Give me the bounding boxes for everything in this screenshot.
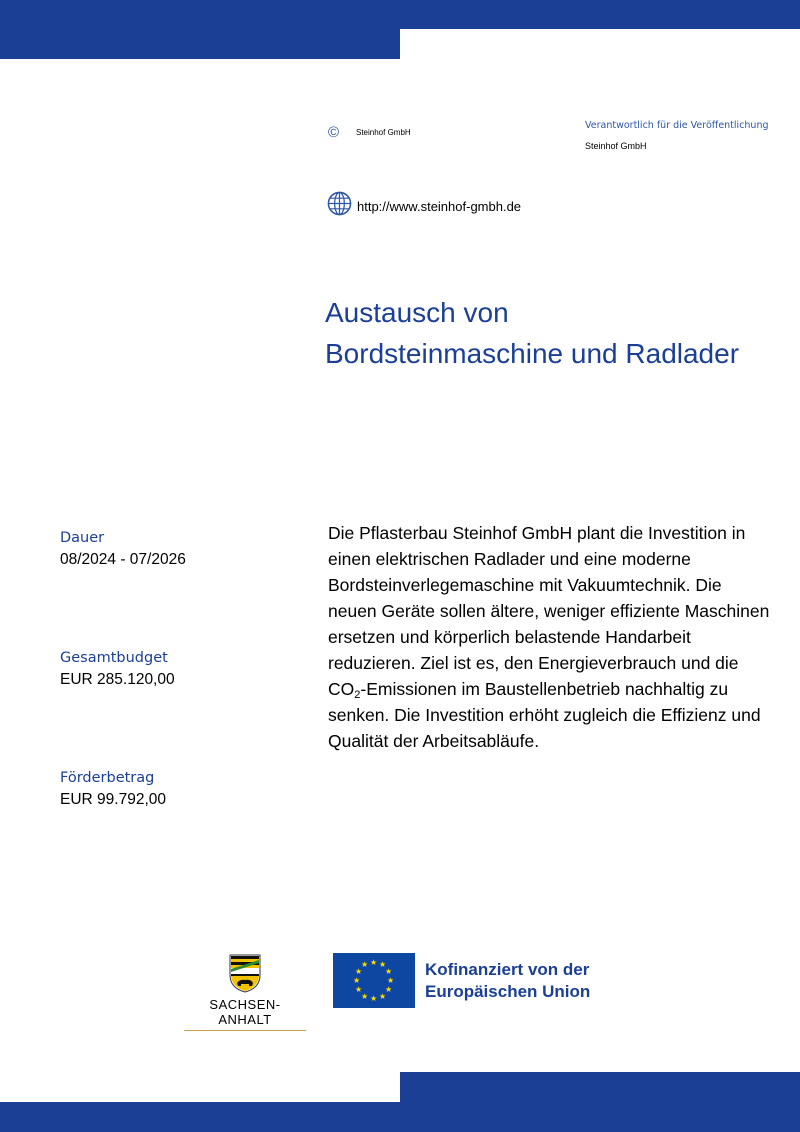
project-title: Austausch von Bordsteinmaschine und Radlader	[325, 297, 740, 369]
responsible-label: Verantwortlich für die Veröffentlichung	[585, 120, 769, 131]
fact-total-budget	[60, 650, 175, 689]
description-text-b: -Emissionen im Baustellenbetrieb nachhaltig zu senken. Die Investition erhöht zugleich die Effizienz und Qualität der Arbeitsabläufe.	[328, 679, 761, 751]
eu-text-line2: Europäischen Union	[425, 981, 591, 1001]
eu-flag-icon: ★ ★ ★ ★ ★ ★ ★ ★ ★ ★ ★ ★	[333, 953, 415, 1008]
responsible-block	[585, 120, 769, 151]
fact-value: EUR 285.120,00	[60, 671, 175, 688]
bottom-band-step	[400, 1072, 800, 1102]
bottom-band	[0, 1102, 800, 1132]
copyright-icon: ©	[328, 124, 340, 141]
sachsen-anhalt-logo	[184, 953, 306, 1031]
fact-value: EUR 99.792,00	[60, 791, 166, 808]
sachsen-anhalt-coat-of-arms	[228, 953, 262, 993]
project-description	[328, 520, 773, 754]
website-line	[327, 191, 521, 221]
copyright-holder: Steinhof GmbH	[356, 128, 411, 137]
globe-icon	[327, 191, 352, 221]
top-band-step	[0, 29, 400, 59]
website-link[interactable]: http://www.steinhof-gmbh.de	[357, 198, 522, 214]
eu-text-line1: Kofinanziert von der	[425, 959, 590, 979]
fact-funding-amount	[60, 770, 166, 809]
description-subscript: 2	[354, 689, 361, 701]
fact-label: Gesamtbudget	[60, 650, 168, 666]
fact-label: Förderbetrag	[60, 770, 155, 786]
fact-value: 08/2024 - 07/2026	[60, 551, 186, 568]
sachsen-anhalt-name: SACHSEN-ANHALT	[209, 997, 281, 1027]
fact-label: Dauer	[60, 530, 105, 546]
top-band	[0, 0, 800, 29]
logo-underline	[184, 1030, 306, 1031]
eu-cofunding-logo	[333, 953, 590, 1008]
fact-duration	[60, 530, 186, 569]
copyright-line	[328, 124, 411, 141]
responsible-value: Steinhof GmbH	[585, 141, 647, 151]
description-text-a: Die Pflasterbau Steinhof GmbH plant die Investition in einen elektrischen Radlader und eine moderne Bordsteinverlegemaschine mit Vakuumtechnik. Die neuen Geräte sollen ältere, weniger effiziente Maschinen ersetzen und körperlich belastende Handarbeit reduzieren. Ziel ist es, den Energieverbrauch und die CO	[328, 523, 770, 699]
